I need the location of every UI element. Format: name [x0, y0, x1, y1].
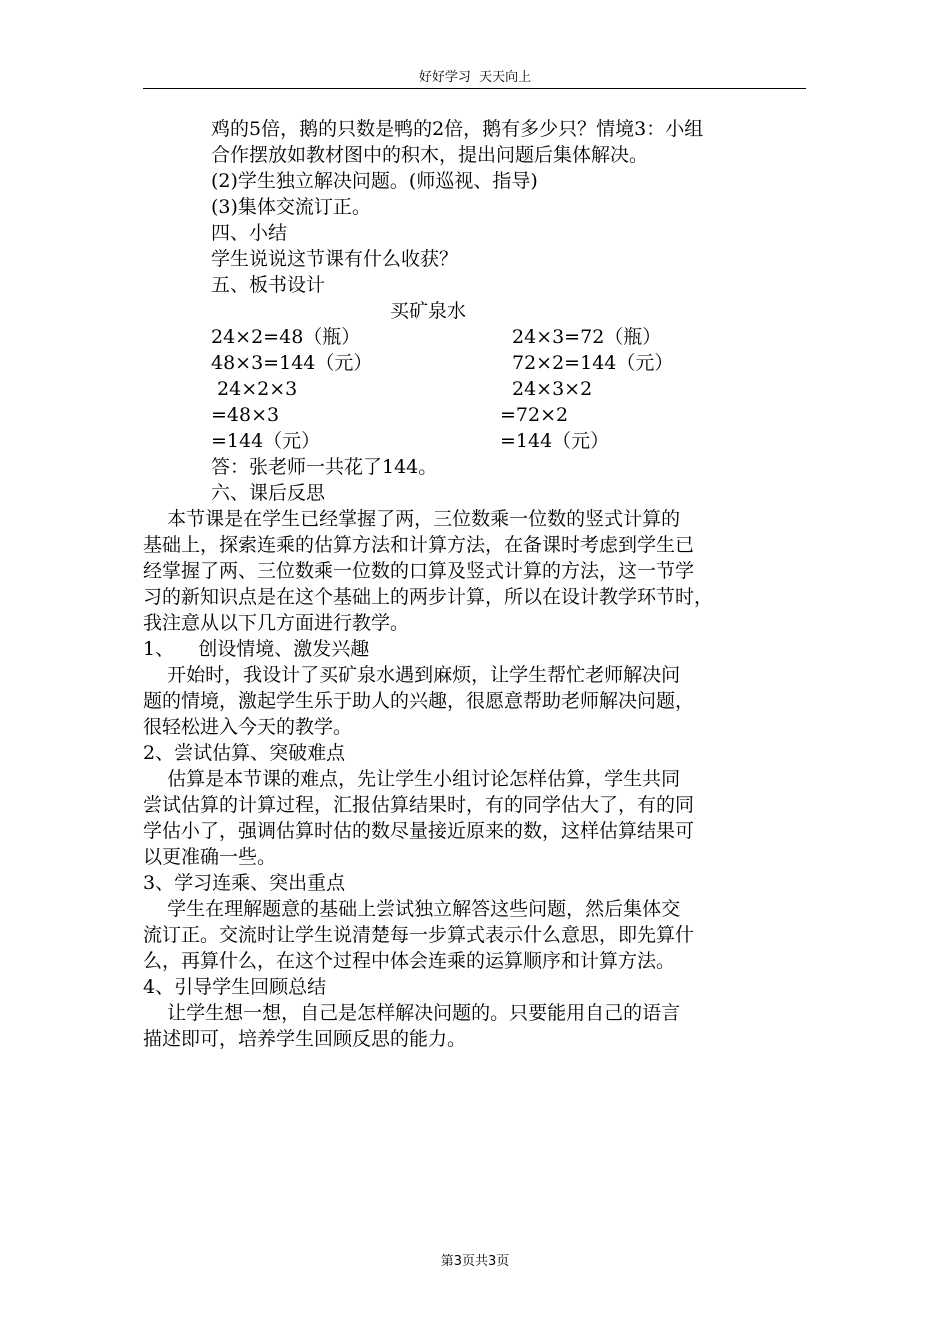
- body-line: (3)集体交流订正。: [211, 196, 371, 218]
- reflection-line: 我注意从以下几方面进行教学。: [143, 612, 410, 634]
- board-right-line: 24×3×2: [512, 378, 593, 400]
- board-right-line: =72×2: [500, 404, 569, 426]
- board-left-line: 24×2=48（瓶）: [211, 326, 361, 348]
- board-title: 买矿泉水: [390, 300, 467, 322]
- reflection-line: 很轻松进入今天的教学。: [143, 716, 353, 738]
- reflection-line: 经掌握了两、三位数乘一位数的口算及竖式计算的方法，这一节学: [143, 560, 695, 582]
- subsection-heading: 2、尝试估算、突破难点: [143, 742, 346, 764]
- reflection-line: 尝试估算的计算过程，汇报估算结果时，有的同学估大了，有的同: [143, 794, 695, 816]
- body-line: (2)学生独立解决问题。(师巡视、指导): [211, 170, 538, 192]
- body-line: 合作摆放如教材图中的积木，提出问题后集体解决。: [211, 144, 649, 166]
- board-left-line: =144（元）: [211, 430, 321, 452]
- reflection-line: 开始时，我设计了买矿泉水遇到麻烦，让学生帮忙老师解决问: [143, 664, 681, 686]
- reflection-line: 描述即可，培养学生回顾反思的能力。: [143, 1028, 467, 1050]
- body-line: 鸡的5倍，鹅的只数是鸭的2倍，鹅有多少只？情境3：小组: [211, 118, 704, 140]
- subsection-heading: 1、 创设情境、激发兴趣: [143, 638, 370, 660]
- reflection-line: 本节课是在学生已经掌握了两，三位数乘一位数的竖式计算的: [143, 508, 681, 530]
- section-heading: 六、课后反思: [211, 482, 326, 504]
- subsection-heading: 3、学习连乘、突出重点: [143, 872, 346, 894]
- reflection-line: 估算是本节课的难点，先让学生小组讨论怎样估算，学生共同: [143, 768, 681, 790]
- reflection-line: 以更准确一些。: [143, 846, 277, 868]
- reflection-line: 让学生想一想，自己是怎样解决问题的。只要能用自己的语言: [143, 1002, 681, 1024]
- board-left-line: 24×2×3: [211, 378, 298, 400]
- body-line: 学生说说这节课有什么收获？: [211, 248, 459, 270]
- board-right-line: =144（元）: [500, 430, 610, 452]
- reflection-line: 流订正。交流时让学生说清楚每一步算式表示什么意思，即先算什: [143, 924, 695, 946]
- subsection-heading: 4、引导学生回顾总结: [143, 976, 327, 998]
- board-left-line: 48×3=144（元）: [211, 352, 373, 374]
- board-left-line: =48×3: [211, 404, 280, 426]
- page-header: 好好学习 天天向上: [418, 70, 532, 85]
- reflection-line: 习的新知识点是在这个基础上的两步计算，所以在设计教学环节时，: [143, 586, 714, 608]
- board-right-line: 72×2=144（元）: [512, 352, 674, 374]
- reflection-line: 题的情境，激起学生乐于助人的兴趣，很愿意帮助老师解决问题，: [143, 690, 695, 712]
- reflection-line: 学生在理解题意的基础上尝试独立解答这些问题，然后集体交: [143, 898, 681, 920]
- reflection-line: 学估小了，强调估算时估的数尽量接近原来的数，这样估算结果可: [143, 820, 695, 842]
- reflection-line: 么，再算什么，在这个过程中体会连乘的运算顺序和计算方法。: [143, 950, 676, 972]
- reflection-line: 基础上，探索连乘的估算方法和计算方法，在备课时考虑到学生已: [143, 534, 695, 556]
- page-footer: 第3页共3页: [440, 1254, 510, 1269]
- board-right-line: 24×3=72（瓶）: [512, 326, 662, 348]
- section-heading: 五、板书设计: [211, 274, 326, 296]
- header-divider: [143, 88, 806, 89]
- section-heading: 四、小结: [211, 222, 288, 244]
- board-answer: 答：张老师一共花了144。: [211, 456, 438, 478]
